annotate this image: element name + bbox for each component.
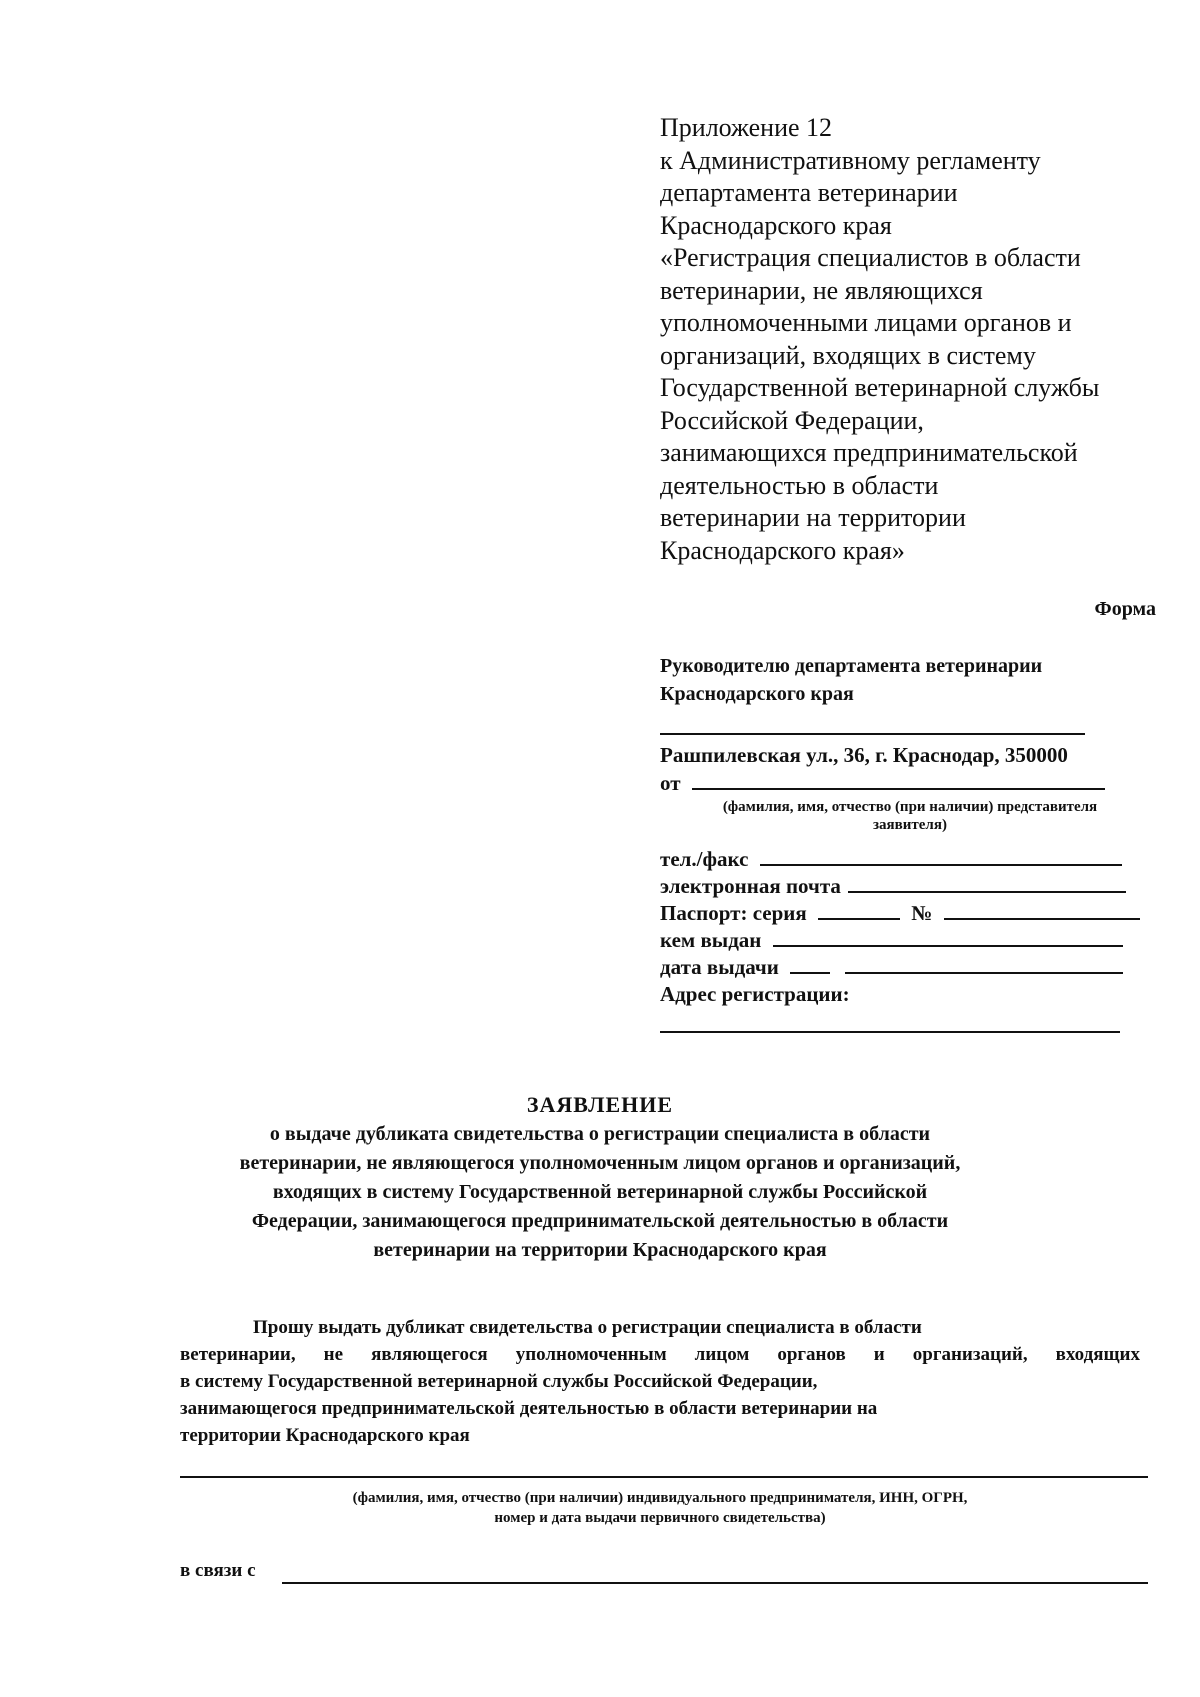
caption-line: (фамилия, имя, отчество (при наличии) индивидуального предпринимателя, ИНН, ОГРН,	[352, 1490, 968, 1506]
passport-row	[660, 900, 1140, 926]
subtitle-line: Федерации, занимающегося предпринимательской деятельностью в области	[251, 1210, 949, 1232]
entrepreneur-details-field[interactable]	[180, 1476, 1148, 1478]
appendix-line: ветеринарии, не являющихся	[660, 275, 983, 305]
paragraph-line: в систему Государственной ветеринарной службы Российской Федерации,	[180, 1371, 818, 1392]
subtitle-line: ветеринарии на территории Краснодарского края	[373, 1239, 827, 1261]
statement-title: ЗАЯВЛЕНИЕ	[526, 1092, 674, 1117]
addressee-line: Руководителю департамента ветеринарии	[660, 655, 1043, 677]
statement-subtitle	[180, 1120, 1020, 1265]
passport-label: Паспорт: серия	[660, 901, 807, 925]
from-caption	[660, 798, 1160, 834]
from-caption-line: заявителя)	[873, 817, 947, 833]
appendix-line: департамента ветеринарии	[660, 178, 958, 207]
subtitle-line: ветеринарии, не являющегося уполномоченным лицом органов и организаций,	[239, 1152, 961, 1174]
reason-label: в связи с	[180, 1560, 256, 1581]
issue-date-row	[660, 954, 1123, 980]
appendix-line: занимающихся предпринимательской	[660, 438, 1078, 467]
reason-field[interactable]	[282, 1582, 1148, 1584]
reg-address-row	[660, 981, 850, 1007]
issued-by-label: кем выдан	[660, 928, 762, 952]
appendix-line: Краснодарского края»	[660, 535, 905, 565]
appendix-line: Государственной ветеринарной службы	[660, 373, 1100, 402]
paragraph-line: ветеринарии, не являющегося уполномоченным лицом органов и организаций, входящих	[180, 1344, 1140, 1365]
phone-row	[660, 846, 1122, 872]
email-row	[660, 873, 1126, 899]
from-caption-line: (фамилия, имя, отчество (при наличии) представителя	[722, 799, 1098, 815]
appendix-header	[660, 112, 1180, 567]
addressee-block	[660, 652, 1160, 708]
passport-number-field[interactable]	[944, 900, 1140, 920]
entrepreneur-details-caption	[180, 1488, 1140, 1528]
issue-date-label: дата выдачи	[660, 955, 779, 979]
department-address: Рашпилевская ул., 36, г. Краснодар, 350000	[660, 743, 1068, 767]
addressee-line: Краснодарского края	[660, 683, 854, 705]
email-field[interactable]	[848, 873, 1126, 893]
passport-number-label: №	[911, 901, 933, 925]
addressee-name-field[interactable]	[660, 733, 1085, 735]
appendix-line: «Регистрация специалистов в области	[660, 243, 1081, 272]
appendix-line: к Административному регламенту	[660, 145, 1041, 175]
email-label: электронная почта	[660, 874, 841, 898]
reg-address-field[interactable]	[660, 1031, 1120, 1033]
paragraph-line: территории Краснодарского края	[180, 1425, 470, 1446]
subtitle-line: о выдаче дубликата свидетельства о регистрации специалиста в области	[269, 1123, 931, 1145]
subtitle-line: входящих в систему Государственной ветеринарной службы Российской	[272, 1181, 928, 1203]
reg-address-label: Адрес регистрации:	[660, 982, 850, 1006]
request-paragraph	[180, 1314, 1140, 1449]
from-row	[660, 770, 1105, 796]
issued-by-field[interactable]	[773, 927, 1123, 947]
issue-date-field[interactable]	[790, 954, 830, 974]
form-label: Форма	[1094, 598, 1156, 620]
issue-date-field-extra[interactable]	[845, 954, 1123, 974]
appendix-line: организаций, входящих в систему	[660, 340, 1036, 370]
from-field[interactable]	[692, 770, 1105, 790]
paragraph-line: Прошу выдать дубликат свидетельства о регистрации специалиста в области	[253, 1317, 922, 1338]
appendix-line: Приложение 12	[660, 113, 833, 142]
passport-series-field[interactable]	[818, 900, 900, 920]
appendix-line: деятельностью в области	[660, 470, 939, 500]
paragraph-line: занимающегося предпринимательской деятельностью в области ветеринарии на	[180, 1398, 878, 1419]
caption-line: номер и дата выдачи первичного свидетельства)	[494, 1510, 826, 1526]
issued-by-row	[660, 927, 1123, 953]
phone-label: тел./факс	[660, 847, 749, 871]
phone-field[interactable]	[760, 846, 1122, 866]
appendix-line: ветеринарии на территории	[660, 503, 966, 532]
from-label: от	[660, 771, 681, 795]
appendix-line: Российской Федерации,	[660, 405, 924, 435]
appendix-line: уполномоченными лицами органов и	[660, 308, 1072, 337]
appendix-line: Краснодарского края	[660, 210, 892, 240]
